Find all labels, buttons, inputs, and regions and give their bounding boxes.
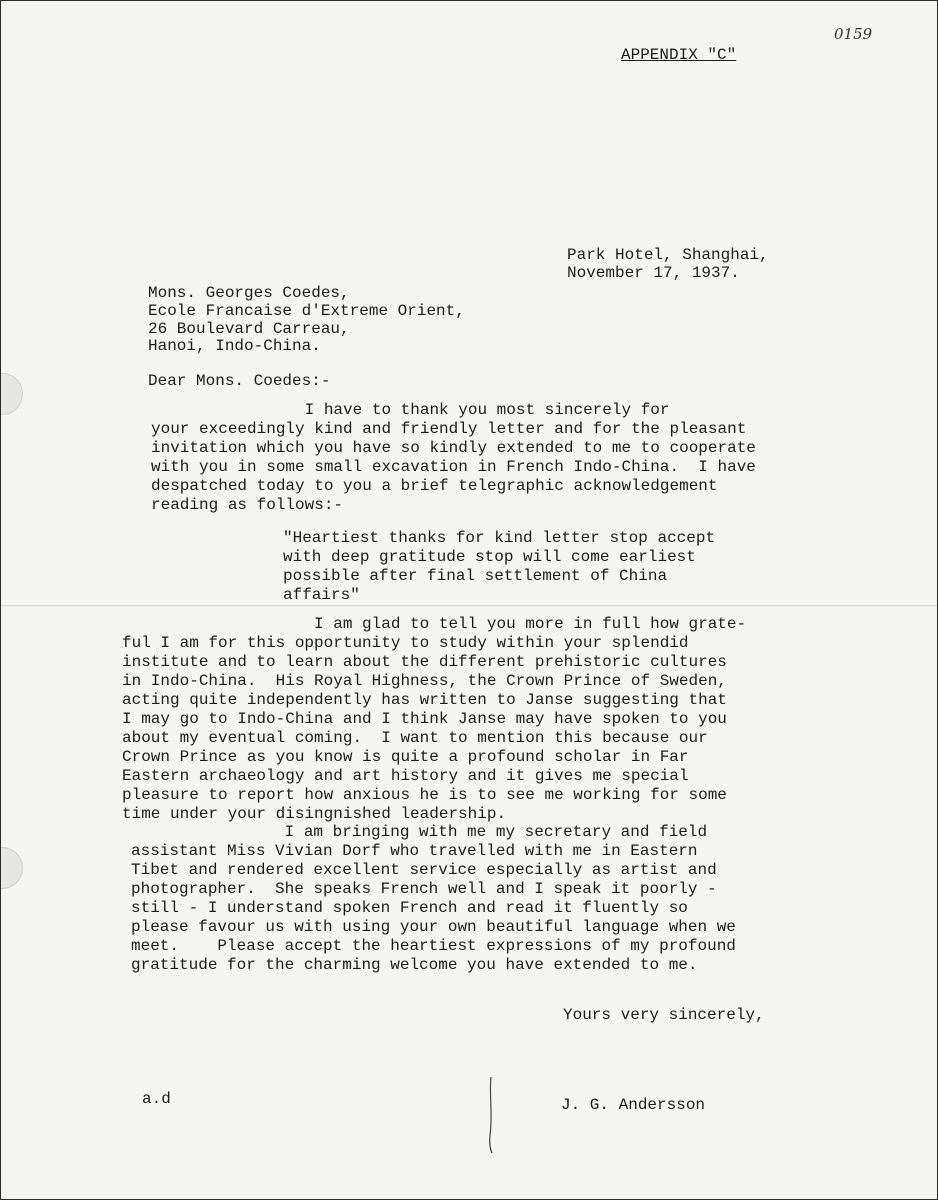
telegram-line: possible after final settlement of China — [283, 567, 668, 585]
paragraph-line: I am bringing with me my secretary and field — [131, 823, 708, 841]
paragraph-line: assistant Miss Vivian Dorf who travelled with me in Eastern — [131, 842, 698, 860]
telegram-line: affairs" — [283, 586, 360, 604]
document-number: 0159 — [834, 25, 873, 43]
recipient-institution: Ecole Francaise d'Extreme Orient, — [148, 302, 465, 320]
closing: Yours very sincerely, — [563, 1006, 765, 1024]
telegram-line: "Heartiest thanks for kind letter stop accept — [283, 529, 716, 547]
recipient-city: Hanoi, Indo-China. — [148, 337, 321, 355]
telegram-quote — [283, 529, 715, 605]
paragraph-line: despatched today to you a brief telegraphic acknowledgement — [151, 477, 718, 495]
letter-date: November 17, 1937. — [567, 264, 740, 282]
recipient-street: 26 Boulevard Carreau, — [148, 320, 350, 338]
paragraph-line: I am glad to tell you more in full how grate- — [122, 615, 747, 633]
paragraph-line: institute and to learn about the different prehistoric cultures — [122, 653, 727, 671]
paragraph-line: in Indo-China. His Royal Highness, the Crown Prince of Sweden, — [122, 672, 727, 690]
paragraph-line: Eastern archaeology and art history and it gives me special — [122, 767, 689, 785]
paragraph-line: Crown Prince as you know is quite a profound scholar in Far — [122, 748, 689, 766]
sender-place: Park Hotel, Shanghai, — [567, 246, 769, 264]
paragraph-line: invitation which you have so kindly extended to me to cooperate — [151, 439, 756, 457]
paragraph-1 — [151, 401, 756, 515]
signer-name: J. G. Andersson — [561, 1096, 706, 1114]
paragraph-line: I may go to Indo-China and I think Janse may have spoken to you — [122, 710, 727, 728]
paper-fold-crease — [1, 605, 937, 607]
appendix-heading: APPENDIX "C" — [621, 46, 737, 64]
paragraph-line: about my eventual coming. I want to mention this because our — [122, 729, 708, 747]
paragraph-line: photographer. She speaks French well and I speak it poorly - — [131, 880, 717, 898]
paragraph-3 — [131, 823, 736, 975]
paragraph-line: please favour us with using your own beautiful language when we — [131, 918, 736, 936]
paragraph-line: time under your disingnished leadership. — [122, 805, 507, 823]
paragraph-line: reading as follows:- — [151, 496, 344, 514]
paragraph-line: ful I am for this opportunity to study within your splendid — [122, 634, 689, 652]
recipient-name: Mons. Georges Coedes, — [148, 284, 350, 302]
paragraph-2 — [122, 615, 746, 824]
paragraph-line: pleasure to report how anxious he is to see me working for some — [122, 786, 727, 804]
signature-stroke-mark — [485, 1075, 497, 1155]
paragraph-line: gratitude for the charming welcome you have extended to me. — [131, 956, 698, 974]
paragraph-line: with you in some small excavation in French Indo-China. I have — [151, 458, 756, 476]
paragraph-line: I have to thank you most sincerely for — [151, 401, 670, 419]
punch-hole-top — [0, 373, 23, 415]
paragraph-line: acting quite independently has written to Janse suggesting that — [122, 691, 727, 709]
paragraph-line: still - I understand spoken French and read it fluently so — [131, 899, 688, 917]
typist-initials: a.d — [142, 1090, 171, 1108]
paragraph-line: meet. Please accept the heartiest expressions of my profound — [131, 937, 736, 955]
paragraph-line: your exceedingly kind and friendly letter and for the pleasant — [151, 420, 747, 438]
telegram-line: with deep gratitude stop will come earliest — [283, 548, 696, 566]
punch-hole-bottom — [0, 847, 23, 889]
salutation: Dear Mons. Coedes:- — [148, 372, 331, 390]
paragraph-line: Tibet and rendered excellent service especially as artist and — [131, 861, 717, 879]
